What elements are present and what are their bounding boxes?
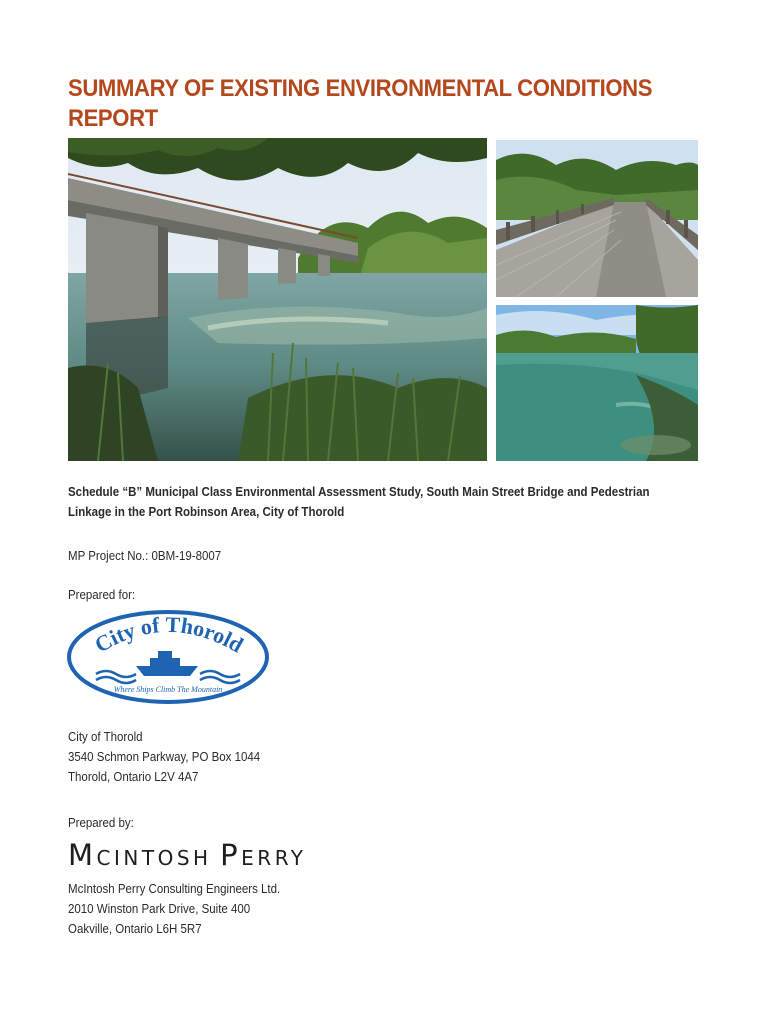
client-address-line-3: Thorold, Ontario L2V 4A7 xyxy=(68,770,199,784)
bridge-over-river-photo xyxy=(68,138,487,461)
bridge-deck-walkway-photo xyxy=(496,140,698,297)
project-number xyxy=(68,546,221,566)
prepared-by-label xyxy=(68,813,134,833)
city-of-thorold-logo xyxy=(66,608,270,706)
client-address-line-2: 3540 Schmon Parkway, PO Box 1044 xyxy=(68,750,261,764)
client-address xyxy=(68,727,260,787)
report-title xyxy=(68,74,666,134)
river-view-photo xyxy=(496,305,698,461)
project-number-text: MP Project No.: 0BM-19-8007 xyxy=(68,549,222,563)
project-subtitle xyxy=(68,482,694,522)
consultant-address-line-3: Oakville, Ontario L6H 5R7 xyxy=(68,922,202,936)
project-subtitle-line-2: Linkage in the Port Robinson Area, City of Thorold xyxy=(68,505,345,519)
consultant-address-line-1: McIntosh Perry Consulting Engineers Ltd. xyxy=(68,882,281,896)
mcintosh-perry-logo: MCINTOSH PERRY xyxy=(68,838,307,872)
consultant-address-line-2: 2010 Winston Park Drive, Suite 400 xyxy=(68,902,251,916)
city-logo-tagline: Where Ships Climb The Mountain xyxy=(113,685,223,694)
city-logo-text: City of Thorold xyxy=(90,611,248,658)
prepared-for-label xyxy=(68,585,135,605)
report-title-line-2: REPORT xyxy=(68,105,158,132)
client-address-line-1: City of Thorold xyxy=(68,730,143,744)
prepared-by-label-text: Prepared by: xyxy=(68,816,134,830)
project-subtitle-line-1: Schedule “B” Municipal Class Environmental Assessment Study, South Main Street Bridge and Pedestrian xyxy=(68,485,650,499)
consultant-address xyxy=(68,879,280,939)
prepared-for-label-text: Prepared for: xyxy=(68,588,136,602)
report-title-line-1: SUMMARY OF EXISTING ENVIRONMENTAL CONDITIONS xyxy=(68,75,653,102)
